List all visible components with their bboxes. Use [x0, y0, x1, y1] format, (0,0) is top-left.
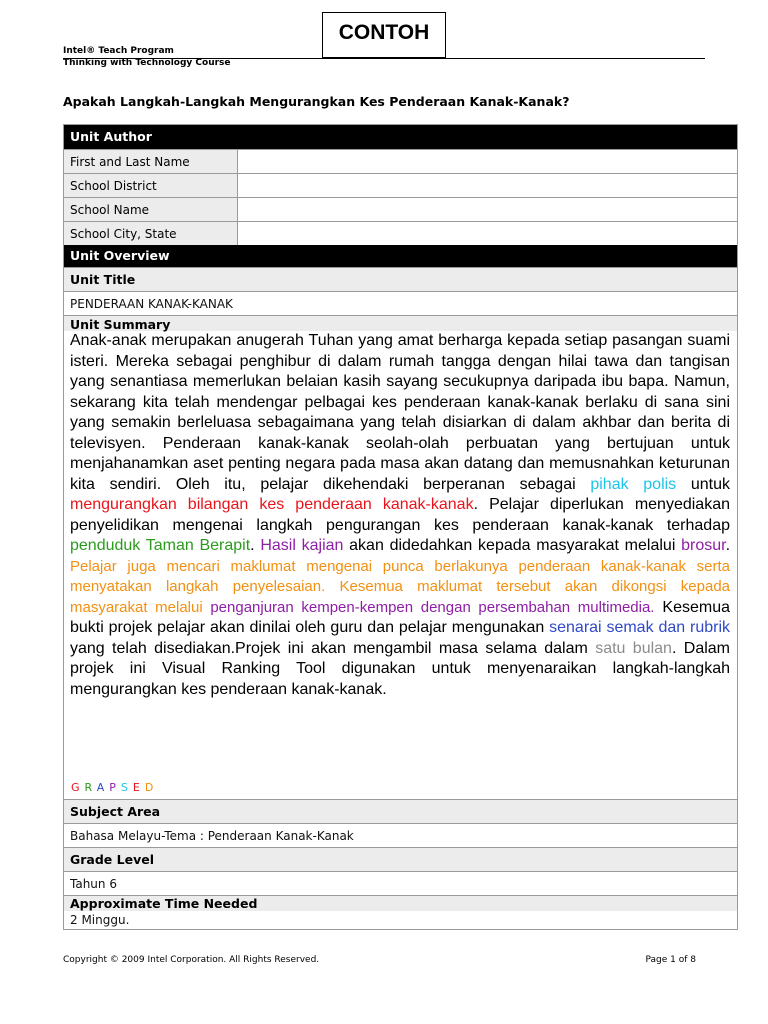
unit-title-label: Unit Title [64, 267, 737, 291]
school-city-row [64, 221, 737, 245]
course-name: Thinking with Technology Course [63, 58, 231, 68]
summary-text: untuk [676, 475, 731, 493]
unit-overview-heading: Unit Overview [64, 245, 737, 267]
document-title: Apakah Langkah-Langkah Mengurangkan Kes Penderaan Kanak-Kanak? [63, 94, 570, 109]
summary-text: akan didedahkan kepada masyarakat melalui [343, 537, 682, 554]
subject-area-value: Bahasa Melayu-Tema : Penderaan Kanak-Kanak [64, 823, 737, 847]
field-label: School City, State [64, 222, 238, 245]
grapsed-letter: G [71, 781, 85, 794]
program-header [63, 45, 231, 69]
unit-summary-label: Unit Summary [64, 315, 737, 331]
author-name-value[interactable] [238, 150, 737, 173]
summary-text: Kesemua bukti projek pelajar akan dinilai oleh guru dan pelajar mengunakan [70, 598, 730, 636]
school-district-row [64, 173, 737, 197]
highlight-product: brosur [681, 537, 726, 554]
header-divider [63, 58, 705, 59]
program-name: Intel® Teach Program [63, 46, 174, 56]
summary-text: . Pelajar diperlukan menyediakan penyelidikan mengenai langkah pengurangan kes penderaan kanak-kanak terhadap [70, 496, 731, 534]
summary-text: . Dalam projek ini Visual Ranking Tool digunakan untuk menyenaraikan langkah-langkah mengurangkan kes penderaan kanak-kanak. [70, 639, 731, 698]
unit-plan-table [63, 124, 738, 930]
contoh-stamp: CONTOH [322, 12, 446, 58]
school-district-value[interactable] [238, 174, 737, 197]
grade-level-value: Tahun 6 [64, 871, 737, 895]
summary-text: . [250, 537, 261, 554]
highlight-goal: mengurangkan bilangan kes penderaan kanak-kanak [70, 496, 474, 513]
subject-area-label: Subject Area [64, 799, 737, 823]
highlight-product: Hasil kajian [260, 537, 344, 554]
grade-level-label: Grade Level [64, 847, 737, 871]
grapsed-letter: A [96, 781, 110, 794]
school-name-value[interactable] [238, 198, 737, 221]
highlight-product: penganjuran kempen-kempen dengan persembahan multimedia. [210, 598, 655, 616]
grapsed-letter: S [120, 781, 133, 794]
highlight-role: pihak polis [590, 475, 677, 493]
summary-text: Anak-anak merupakan anugerah Tuhan yang amat berharga kepada setiap pasangan suami isteri. Mereka sebagai penghibur di dalam rumah tangga dengan hilai tawa dan tangisan yang senantiasa memerlukan belaian kasih sayang secukupnya daripada ibu bapa. Namun, sekarang kita telah mendengar pelbagai kes penderaan kanak-kanak berlaku di sana sini yang semakin berleluasa sebagaimana yang telah disiarkan di dalam akhbar dan berita di televisyen. Penderaan kanak-kanak seolah-olah perbuatan yang bertujuan untuk menjahanamkan aset penting negara pada masa akan datang dan memusnahkan keturunan kita sendiri. Oleh itu, pelajar dikehendaki berperanan sebagai [70, 332, 730, 493]
grapsed-legend [71, 781, 158, 794]
field-label: School District [64, 174, 238, 197]
summary-text: . [725, 537, 731, 554]
highlight-audience: penduduk Taman Berapit [70, 537, 251, 554]
grapsed-letter: E [132, 781, 145, 794]
field-label: First and Last Name [64, 150, 238, 173]
highlight-situation: Pelajar juga mencari maklumat mengenai punca berlakunya penderaan kanak-kanak serta menyatakan langkah penyelesaian. Kesemua maklumat tersebut akan dikongsi kepada masyarakat melalui [70, 557, 730, 616]
school-name-row [64, 197, 737, 221]
time-needed-label: Approximate Time Needed [64, 895, 737, 911]
highlight-duration: satu bulan [595, 639, 672, 657]
field-label: School Name [64, 198, 238, 221]
grapsed-letter: P [109, 781, 121, 794]
grapsed-letter: R [84, 781, 97, 794]
page-number: Page 1 of 8 [645, 955, 696, 965]
author-name-row [64, 149, 737, 173]
unit-title-value: PENDERAAN KANAK-KANAK [64, 291, 737, 315]
time-needed-value: 2 Minggu. [70, 913, 130, 927]
unit-summary-text [70, 331, 730, 700]
highlight-evaluation: senarai semak dan rubrik [549, 619, 731, 636]
school-city-value[interactable] [238, 222, 737, 245]
page-footer [63, 955, 696, 965]
unit-author-heading: Unit Author [64, 125, 737, 149]
copyright-text: Copyright © 2009 Intel Corporation. All Rights Reserved. [63, 955, 320, 965]
grapsed-letter: D [144, 781, 159, 794]
summary-text: yang telah disediakan.Projek ini akan mengambil masa selama dalam [70, 639, 596, 657]
